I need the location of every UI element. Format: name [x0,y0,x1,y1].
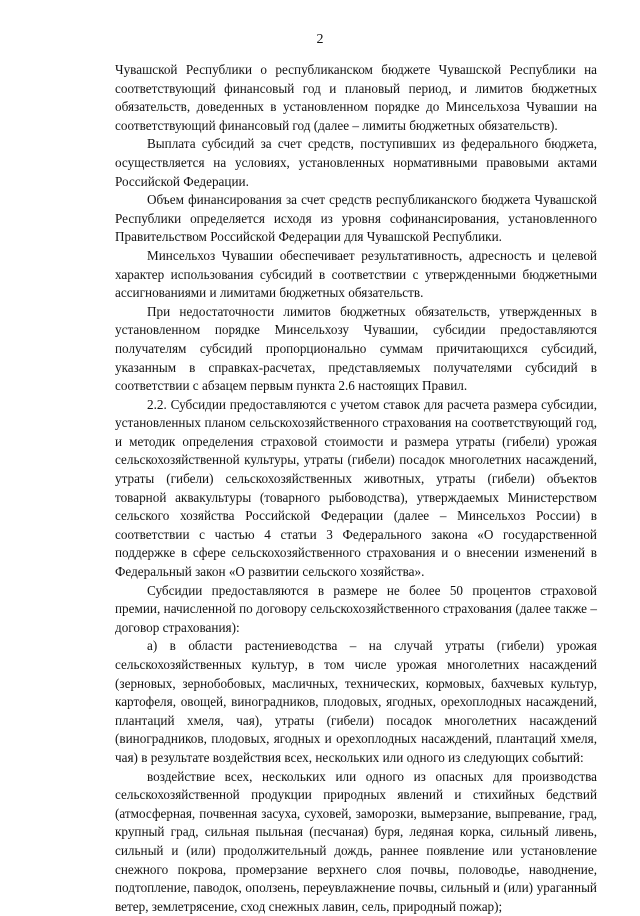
paragraph-insufficient-limits: При недостаточности лимитов бюджетных обязательств, утвержденных в установленном порядке Минсельхозу Чувашии, субсидии предоставляются получателям субсидий пропорционально суммам причитающихся субсидий, указанным в справках-расчетах, представляемых получателями субсидий в соответствии с абзацем первым пункта 2.6 настоящих Правил. [115,303,597,394]
document-body [115,61,597,916]
paragraph-republican-funding: Объем финансирования за счет средств республиканского бюджета Чувашской Республики определяется исходя из уровня софинансирования, установленного Правительством Российской Федерации для Чувашской Республики. [115,192,597,245]
page-number: 2 [316,32,324,47]
paragraph-federal-funding: Выплата субсидий за счет средств, поступивших из федерального бюджета, осуществляется на условиях, установленных нормативными правовыми актами Российской Федерации. [115,136,597,189]
paragraph-crop-production: а) в области растениеводства – на случай утраты (гибели) урожая сельскохозяйственных культур, в том числе урожая многолетних насаждений (зерновых, зернобобовых, масличных, технических, кормовых, бахчевых культур, картофеля, овощей, виноградников, плодовых, ягодных, орехоплодных насаждений, плантаций хмеля, чая), утраты (гибели) посадок многолетних насаждений (виноградников, плодовых, ягодных и орехоплодных насаждений, плантаций хмеля, чая) в результате воздействия всех, нескольких или одного из следующих событий: [115,638,597,765]
paragraph-subsidy-amount: Субсидии предоставляются в размере не более 50 процентов страховой премии, начисленной по договору сельскохозяйственного страхования (далее также – договор страхования): [115,582,597,635]
paragraph-natural-hazards: воздействие всех, нескольких или одного из опасных для производства сельскохозяйственной продукции природных явлений и стихийных бедствий (атмосферная, почвенная засуха, суховей, заморозки, вымерзание, выпревание, град, крупный град, сильная пыльная (песчаная) буря, ледяная корка, сильный ливень, сильный и (или) продолжительный дождь, раннее появление или установление снежного покрова, промерзание верхнего слоя почвы, половодье, наводнение, подтопление, паводок, оползень, переувлажнение почвы, сильный и (или) ураганный ветер, землетрясение, сход снежных лавин, сель, природный пожар); [115,768,597,914]
paragraph-ministry-obligations: Минсельхоз Чувашии обеспечивает результативность, адресность и целевой характер использования субсидий в соответствии с утвержденными бюджетными ассигнованиями и лимитами бюджетных обязательств. [115,247,597,301]
paragraph-section-2-2: 2.2. Субсидии предоставляются с учетом ставок для расчета размера субсидии, установленных планом сельскохозяйственного страхования на соответствующий год, и методик определения страховой стоимости и размера утраты (гибели) урожая сельскохозяйственной культуры, утраты (гибели) посадок многолетних насаждений, утраты (гибели) сельскохозяйственных животных, утраты (гибели) объектов товарной аквакультуры (товарного рыбоводства), утверждаемых Министерством сельского хозяйства Российской Федерации (далее – Минсельхоз России) в соответствии с частью 4 статьи 3 Федерального закона «О государственной поддержке в сфере сельскохозяйственного страхования и о внесении изменений в Федеральный закон «О развитии сельского хозяйства». [115,396,597,580]
paragraph-continuation: Чувашской Республики о республиканском бюджете Чувашской Республики на соответствующий финансовый год и плановый период, и лимитов бюджетных обязательств, доведенных в установленном порядке до Минсельхоза Чувашии на соответствующий финансовый год (далее – лимиты бюджетных обязательств). [115,62,597,133]
